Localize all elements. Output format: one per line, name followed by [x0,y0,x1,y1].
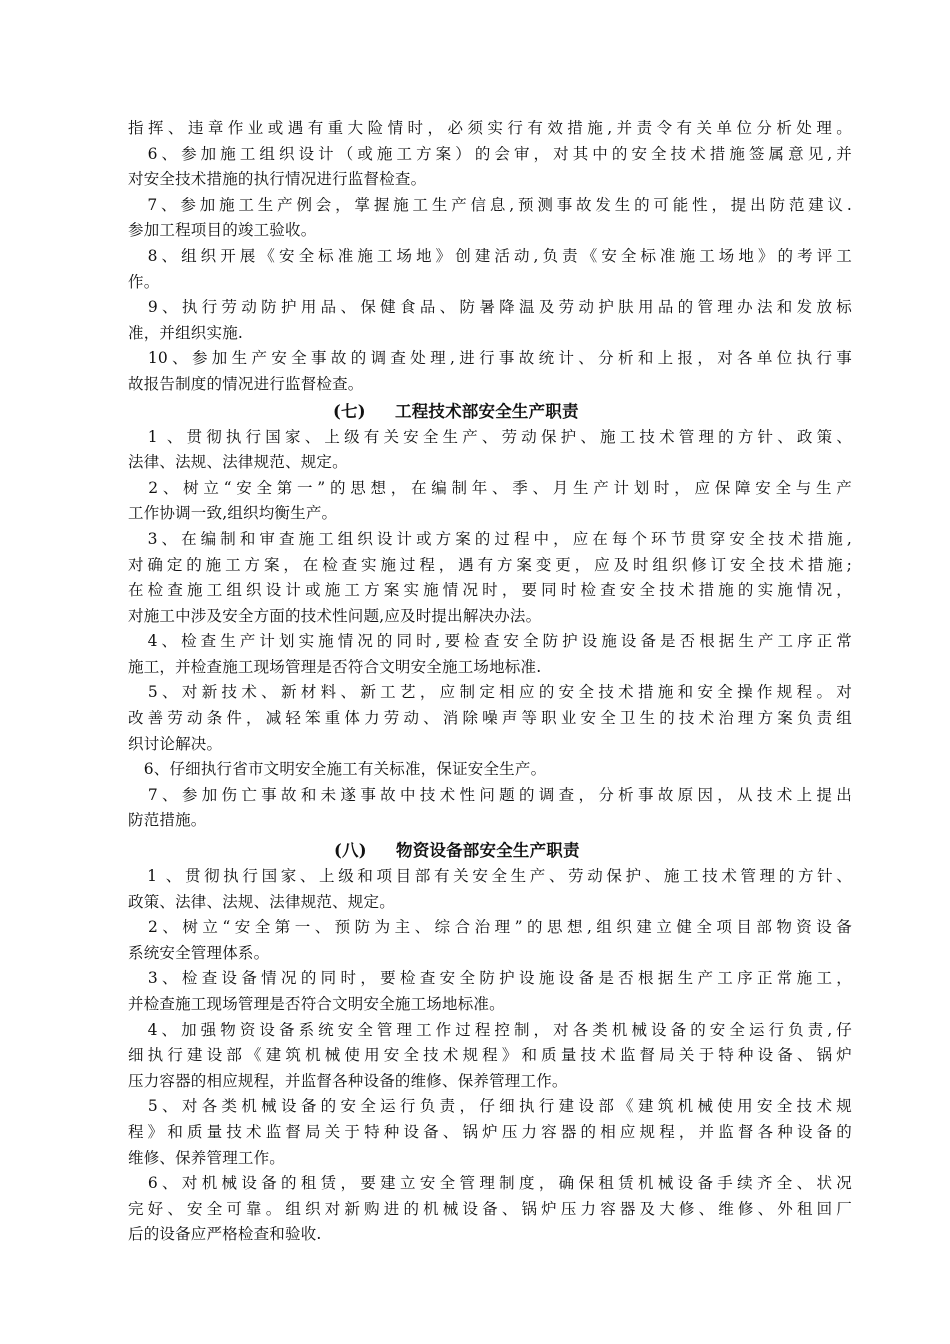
text-line: 对安全技术措施的执行情况进行监督检查。 [128,170,427,189]
text-line: 法律、法规、法律规范、规定。 [128,453,348,472]
text-line: 7、参加施工生产例会，掌握施工生产信息,预测事故发生的可能性，提出防范建议. [128,195,852,214]
text-line: 2、树立“安全第一、预防为主、综合治理”的思想,组织建立健全项目部物资设备 [128,918,852,937]
text-line: 7、参加伤亡事故和未遂事故中技术性问题的调查，分析事故原因，从技术上提出 [128,785,852,804]
document-page [128,116,852,1248]
text-line: 6、对机械设备的租赁，要建立安全管理制度，确保租赁机械设备手续齐全、状况 [128,1174,852,1193]
text-line: 在检查施工组织设计或施工方案实施情况时，要同时检查安全技术措施的实施情况， [128,581,852,600]
text-line: 5、对各类机械设备的安全运行负责，仔细执行建设部《建筑机械使用安全技术规 [128,1097,852,1116]
text-line: 指挥、违章作业或遇有重大险情时，必须实行有效措施,并责令有关单位分析处理。 [128,119,852,137]
text-line: 工作协调一致,组织均衡生产。 [128,504,338,523]
text-line: 3、在编制和审查施工组织设计或方案的过程中，应在每个环节贯穿安全技术措施, [128,529,852,548]
text-line: 改善劳动条件，减轻笨重体力劳动、消除噪声等职业安全卫生的技术治理方案负责组 [128,709,852,728]
text-line: 施工，并检查施工现场管理是否符合文明安全施工场地标准. [128,657,542,676]
text-line: 8、组织开展《安全标准施工场地》创建活动,负责《安全标准施工场地》的考评工 [128,246,852,265]
section-number: (八) [334,841,367,861]
section-8-body [128,864,852,1248]
section-title: 工程技术部安全生产职责 [395,401,579,421]
text-line: 10、参加生产安全事故的调查处理,进行事故统计、分析和上报，对各单位执行事 [128,349,852,368]
text-line: 后的设备应严格检查和验收. [128,1225,322,1244]
text-line: 政策、法律、法规、法律规范、规定。 [128,892,395,911]
text-line: 系统安全管理体系。 [128,943,270,962]
text-line: 1 、贯彻执行国家、上级有关安全生产、劳动保护、施工技术管理的方针、政策、 [128,427,852,446]
section-heading-8 [128,838,852,864]
text-line: 细执行建设部《建筑机械使用安全技术规程》和质量技术监督局关于特种设备、锅炉 [128,1046,852,1065]
text-line: 完好、安全可靠。组织对新购进的机械设备、锅炉压力容器及大修、维修、外租回厂 [128,1199,852,1218]
text-line: 4、加强物资设备系统安全管理工作过程控制，对各类机械设备的安全运行负责,仔 [128,1020,852,1039]
text-line: 故报告制度的情况进行监督检查。 [128,374,364,393]
text-line: 6、仔细执行省市文明安全施工有关标准，保证安全生产。 [128,760,547,779]
text-line: 程》和质量技术监督局关于特种设备、锅炉压力容器的相应规程，并监督各种设备的 [128,1122,852,1141]
text-line: 2、树立“安全第一”的思想，在编制年、季、月生产计划时，应保障安全与生产 [128,478,852,497]
text-line: 防范措施。 [128,811,207,830]
text-line: 3、检查设备情况的同时，要检查安全防护设施设备是否根据生产工序正常施工， [128,969,852,988]
text-line: 参加工程项目的竣工验收。 [128,221,317,240]
section-7-body [128,425,852,835]
section-title: 物资设备部安全生产职责 [396,841,580,861]
intro-block [128,116,852,398]
text-line: 作。 [128,272,160,291]
text-line: 对确定的施工方案，在检查实施过程，遇有方案变更，应及时组织修订安全技术措施; [128,555,852,574]
text-line: 5、对新技术、新材料、新工艺，应制定相应的安全技术措施和安全操作规程。对 [128,683,852,702]
section-number: (七) [333,401,366,421]
text-line: 并检查施工现场管理是否符合文明安全施工场地标准。 [128,995,505,1013]
text-line: 织讨论解决。 [128,734,223,753]
text-line: 4、检查生产计划实施情况的同时,要检查安全防护设施设备是否根据生产工序正常 [128,632,852,651]
text-line: 准，并组织实施. [128,323,244,342]
section-heading-7 [128,399,852,425]
text-line: 维修、保养管理工作。 [128,1148,286,1167]
text-line: 6、参加施工组织设计（或施工方案）的会审，对其中的安全技术措施签属意见,并 [128,144,852,163]
text-line: 压力容器的相应规程，并监督各种设备的维修、保养管理工作。 [128,1071,568,1090]
text-line: 9、执行劳动防护用品、保健食品、防暑降温及劳动护肤用品的管理办法和发放标 [128,298,852,317]
text-line: 对施工中涉及安全方面的技术性问题,应及时提出解决办法。 [128,606,542,625]
text-line: 1 、贯彻执行国家、上级和项目部有关安全生产、劳动保护、施工技术管理的方针、 [128,867,852,886]
